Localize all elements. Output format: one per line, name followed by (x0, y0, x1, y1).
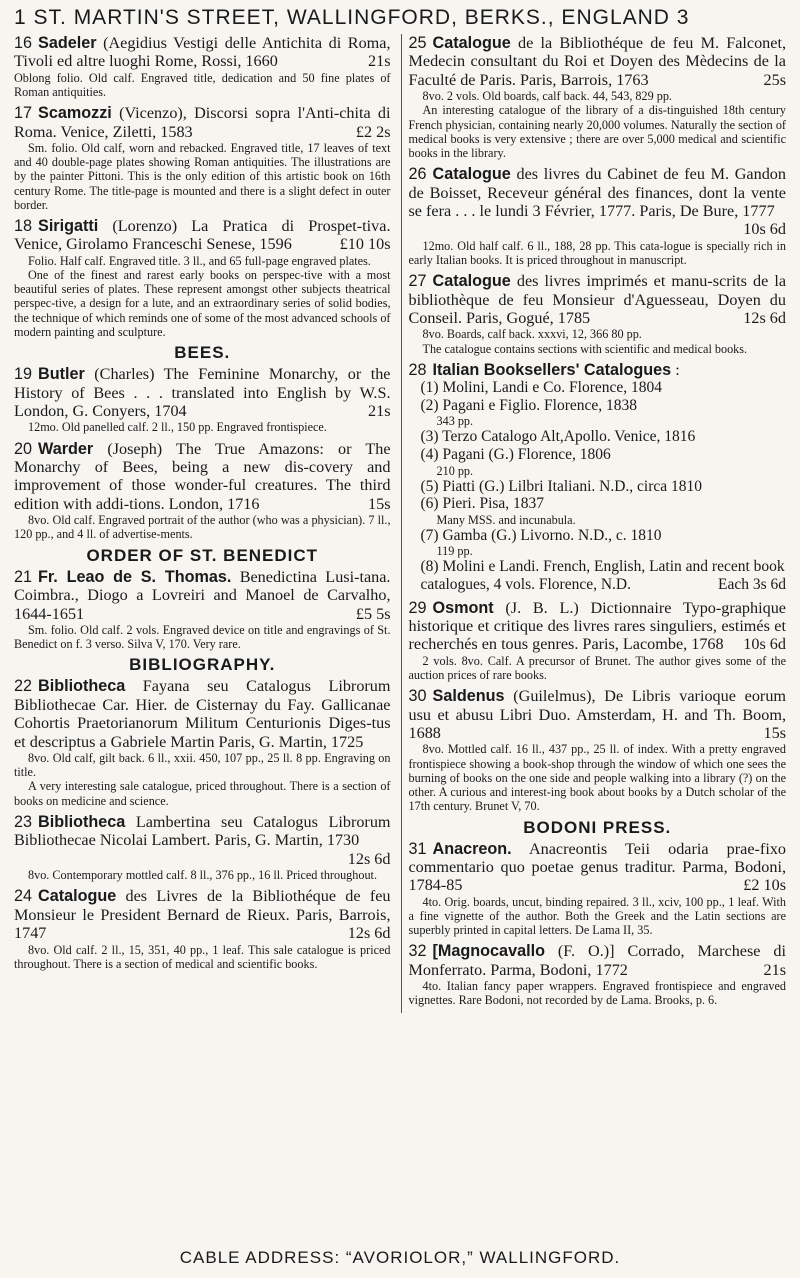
entry-title: des Livres de la Bibliothéque de feu Monsieur le President Bernard de Rieux. Paris, Barrois, 1747 (14, 887, 391, 943)
sub-item: (4) Pagani (G.) Florence, 1806 (420, 446, 611, 464)
sub-item: (3) Terzo Catalogo Alt,Apollo. Venice, 1816 (420, 428, 696, 446)
sub-item: (7) Gamba (G.) Livorno. N.D., c. 1810 (420, 526, 662, 544)
entry-description: 4to. Italian fancy paper wrappers. Engraved frontispiece and engraved vignettes. Rare Bodoni, not recorded by de Lama. Brooks, p. 6. (408, 979, 786, 1008)
entry-28 (409, 361, 787, 594)
entry-number: 26 (408, 165, 427, 184)
entry-description: 8vo. Contemporary mottled calf. 8 ll., 376 pp., 16 ll. Priced throughout. (28, 868, 377, 883)
entry-description: Folio. Half calf. Engraved title. 3 ll., and 65 full-page engraved plates. (28, 253, 371, 268)
entry-23 (14, 813, 391, 882)
sub-item-note: 210 pp. (436, 463, 474, 478)
entry-name: Sadeler (38, 34, 97, 52)
entry-price: 15s (368, 494, 391, 513)
entry-description: 8vo. Mottled calf. 16 ll., 437 pp., 25 ll. of index. With a pretty engraved frontispiece showing a book-shop through the window of which one sees the burning of books on the one side and people walking into a library (?) on the other. A curious and interest-ing book about books by a Dutch scholar of the 17th century. Brunet V, 70. (408, 742, 786, 814)
entry-name: [Magnocavallo (432, 942, 545, 961)
entry-description: 8vo. Old calf. Engraved portrait of the author (who was a physician). 7 ll., 120 pp., and 4 ll. of advertise-ments. (14, 513, 391, 542)
entry-name: Bibliotheca (38, 812, 126, 831)
entry-description: 8vo. Old calf, gilt back. 6 ll., xxii. 450, 107 pp., 25 ll. 8 pp. Engraving on title. (14, 751, 391, 780)
entry-title: (Charles) The Feminine Monarchy, or the History of Bees . . . translated into English by W.S. London, G. Conyers, 1704 (14, 365, 391, 420)
entry-name: Saldenus (432, 687, 505, 706)
entry-title: (Lorenzo) La Pratica di Prospet-tiva. Venice, Girolamo Franceschi Senese, 1596 (14, 217, 391, 254)
columns (14, 34, 786, 1013)
entry-number: 30 (408, 687, 427, 706)
entry-32 (409, 942, 787, 1007)
entry-name: Scamozzi (38, 104, 112, 123)
entry-description: 8vo. Old calf. 2 ll., 15, 351, 40 pp., 1 leaf. This sale catalogue is priced throughout. There is a section of medical and scientific books. (14, 942, 391, 971)
entry-price: £2 10s (743, 876, 786, 895)
entry-price: 12s 6d (347, 849, 391, 868)
sub-item-note: Many MSS. and incunabula. (436, 512, 576, 527)
section-heading-bibliography: BIBLIOGRAPHY. (129, 655, 276, 675)
entry-title: (Aegidius Vestigi delle Antichita di Roma, Tivoli ed altre luoghi Rome, Rossi, 1660 (14, 34, 391, 71)
entry-name: Fr. Leao de S. Thomas. (38, 567, 232, 586)
entry-name: Catalogue (432, 34, 511, 52)
left-column (14, 34, 391, 1013)
entry-title: Lambertina seu Catalogus Librorum Bibliothecae Nicolai Lambert. Paris, G. Martin, 1730 (14, 812, 391, 850)
entry-30 (409, 687, 787, 813)
entry-number: 19 (14, 365, 33, 384)
entry-price: Each 3s 6d (717, 576, 786, 594)
entry-title: des livres du Cabinet de feu M. Gandon de Boisset, Receveur général des finances, dont la vente se fera . . . le lundi 3 Février, 1777. Paris, De Bure, 1777 (408, 165, 786, 221)
entry-price: 10s 6d (743, 220, 786, 239)
entry-number: 28 (408, 360, 427, 379)
entry-name: Osmont (432, 598, 494, 617)
entry-title: (J. B. L.) Dictionnaire Typo-graphique historique et critique des livres rares singuliers, estimés et recherchés en tous genres. Paris, Lacombe, 1768 (408, 598, 786, 654)
entry-description: 4to. Orig. boards, uncut, binding repaired. 3 ll., xciv, 100 pp., 1 leaf. With a fine vignette of the author. Both the Greek and the Latin sections are superbly printed in capital letters. De Lama II, 35. (408, 894, 786, 938)
entry-price: 12s 6d (743, 309, 786, 328)
entry-price: £10 10s (339, 235, 391, 254)
entry-title: (F. O.)] Corrado, Marchese di Monferrato. Parma, Bodoni, 1772 (408, 942, 787, 979)
entry-description: Sm. folio. Old calf, worn and rebacked. Engraved title, 17 leaves of text and 40 double-page plates showing Roman antiquities. The illustrations are by the painter Pittoni. This is the only edition of this artistic book on 16th century Rome. The title-page is mounted and there is a slight defect in outer border. (14, 141, 391, 212)
entry-title: (Joseph) The True Amazons: or The Monarchy of Bees, being a new dis-covery and improvement of those wonder-ful creatures. The third edition with addi-tions. London, 1716 (14, 439, 391, 513)
sub-item-text: (8) Molini e Landi. French, English, Latin and recent book catalogues, 4 vols. Florence, N.D. (420, 558, 785, 594)
sub-item-note: 119 pp. (436, 544, 473, 559)
sub-item-note: 343 pp. (436, 414, 474, 429)
entry-description: 8vo. Boards, calf back. xxxvi, 12, 366 80 pp. (422, 327, 642, 342)
entry-price: 21s (368, 401, 391, 420)
page-footer: CABLE ADDRESS: “AVORIOLOR,” WALLINGFORD. (179, 1248, 621, 1267)
entry-number: 17 (14, 104, 33, 123)
entry-note: One of the finest and rarest early books on perspec-tive with a most beautiful series of plates. These represent amongst other subjects theatrical perspec-tive, a design for a lute, and an extraordinary series of solid bodies, the technique of which reminds one of some of the most advanced schools of modern painting and sculpture. (14, 268, 391, 339)
entry-number: 27 (408, 272, 427, 291)
entry-name: Sirigatti (38, 217, 99, 236)
right-column (401, 34, 787, 1013)
entry-number: 21 (14, 567, 33, 586)
entry-name: Bibliotheca (38, 677, 126, 696)
entry-number: 23 (14, 812, 33, 831)
entry-name: Butler (38, 365, 85, 384)
entry-number: 31 (408, 839, 427, 858)
entry-description: 8vo. 2 vols. Old boards, calf back. 44, 543, 829 pp. (422, 89, 672, 104)
entry-description: Oblong folio. Old calf. Engraved title, dedication and 50 fine plates of Roman antiquities. (14, 70, 391, 100)
entry-title: de la Bibliothéque de feu M. Falconet, Medecin consultant du Roi et Doyen des Mèdecins de la Faculté de Paris. Paris, Barrois, 1763 (408, 34, 787, 89)
entry-16 (14, 34, 391, 99)
entry-title: Anacreontis Teii odaria prae-fixo commentario quo poetae genus traditur. Parma, Bodoni, 1784-85 (408, 839, 787, 895)
entry-31 (409, 840, 787, 938)
entry-price: £2 2s (355, 122, 391, 141)
entry-name: Catalogue (432, 165, 511, 184)
page-header: 1 ST. MARTIN'S STREET, WALLINGFORD, BERKS., ENGLAND 3 (14, 6, 690, 29)
entry-20 (14, 440, 391, 542)
entry-number: 20 (14, 439, 33, 458)
entry-number: 16 (14, 34, 33, 52)
entry-22 (14, 677, 391, 807)
entry-description: 2 vols. 8vo. Calf. A precursor of Brunet. The author gives some of the auction prices of rare books. (408, 653, 786, 683)
entry-description: Sm. folio. Old calf. 2 vols. Engraved device on title and engravings of St. Benedict on f. 3 verso. Silva V, 170. Very rare. (14, 622, 391, 652)
entry-price: 15s (763, 724, 786, 743)
entry-price: 25s (763, 70, 786, 89)
sub-item: (2) Pagani e Figlio. Florence, 1838 (420, 396, 638, 414)
entry-19 (14, 365, 391, 434)
entry-price: 21s (763, 960, 786, 979)
entry-title: Fayana seu Catalogus Librorum Bibliothecae Car. Hier. de Cisternay du Fay. Gallicanae Cohortis Praetorianorum Militum Centurionis Diges-tus et descriptus a Gabriele Martin Paris, G. Martin, 1725 (14, 677, 391, 751)
entry-26 (409, 165, 787, 267)
entry-number: 22 (14, 677, 33, 696)
entry-number: 32 (408, 942, 427, 961)
entry-note: The catalogue contains sections with scientific and medical books. (422, 341, 748, 356)
entry-price: 21s (368, 52, 391, 71)
entry-title: des livres imprimés et manu-scrits de la bibliothèque de feu Monsieur d'Aguesseau, Doyen du Conseil. Paris, Gogué, 1785 (408, 272, 787, 328)
entry-name: Italian Booksellers' Catalogues (432, 360, 672, 379)
sub-item: (1) Molini, Landi e Co. Florence, 1804 (420, 379, 662, 397)
sub-item: (5) Piatti (G.) Lilbri Italiani. N.D., circa 1810 (420, 477, 703, 495)
entry-17 (14, 104, 391, 212)
entry-description: 12mo. Old panelled calf. 2 ll., 150 pp. Engraved frontispiece. (28, 420, 327, 435)
section-heading-bees: BEES. (174, 343, 231, 363)
entry-note: A very interesting sale catalogue, priced throughout. There is a section of books on medicine and science. (14, 779, 391, 808)
entry-number: 25 (408, 34, 427, 52)
entry-25 (409, 34, 787, 160)
entry-name: Catalogue (432, 272, 511, 291)
entry-18 (14, 217, 391, 339)
sub-item (409, 558, 787, 593)
entry-number: 18 (14, 217, 33, 236)
entry-title: (Vicenzo), Discorsi sopra l'Anti-chita di Roma. Venice, Ziletti, 1583 (14, 104, 391, 141)
entry-number: 29 (408, 598, 427, 617)
entry-29 (409, 599, 787, 683)
sub-item: (6) Pieri. Pisa, 1837 (420, 495, 545, 513)
entry-24 (14, 887, 391, 971)
entry-21 (14, 568, 391, 652)
entry-name: Catalogue (38, 887, 117, 906)
entry-number: 24 (14, 887, 33, 906)
section-heading-bodoni: BODONI PRESS. (523, 817, 672, 837)
entry-name: Warder (38, 439, 94, 458)
entry-27 (409, 272, 787, 356)
entry-title: Benedictina Lusi-tana. Coimbra., Diogo a Lovreiri and Manoel de Carvalho, 1644-1651 (14, 567, 391, 623)
entry-title: : (675, 360, 680, 379)
entry-price: 10s 6d (743, 635, 786, 654)
section-heading-benedict: ORDER OF ST. BENEDICT (86, 545, 319, 565)
entry-name: Anacreon. (432, 839, 512, 858)
entry-price: 12s 6d (347, 924, 391, 943)
entry-price: £5 5s (355, 604, 391, 623)
entry-note: An interesting catalogue of the library of a dis-tinguished 18th century French physician, containing nearly 20,000 volumes. Naturally the section of medical books is very extensive ; there are over 5,000 medical and scientific books in the library. (408, 103, 786, 161)
entry-title: (Guilelmus), De Libris varioque eorum usu et abusu Libri Duo. Amsterdam, H. and Th. Boom, 1688 (408, 687, 786, 743)
entry-description: 12mo. Old half calf. 6 ll., 188, 28 pp. This cata-logue is specially rich in early Italian books. It is priced throughout in manuscript. (408, 238, 786, 268)
